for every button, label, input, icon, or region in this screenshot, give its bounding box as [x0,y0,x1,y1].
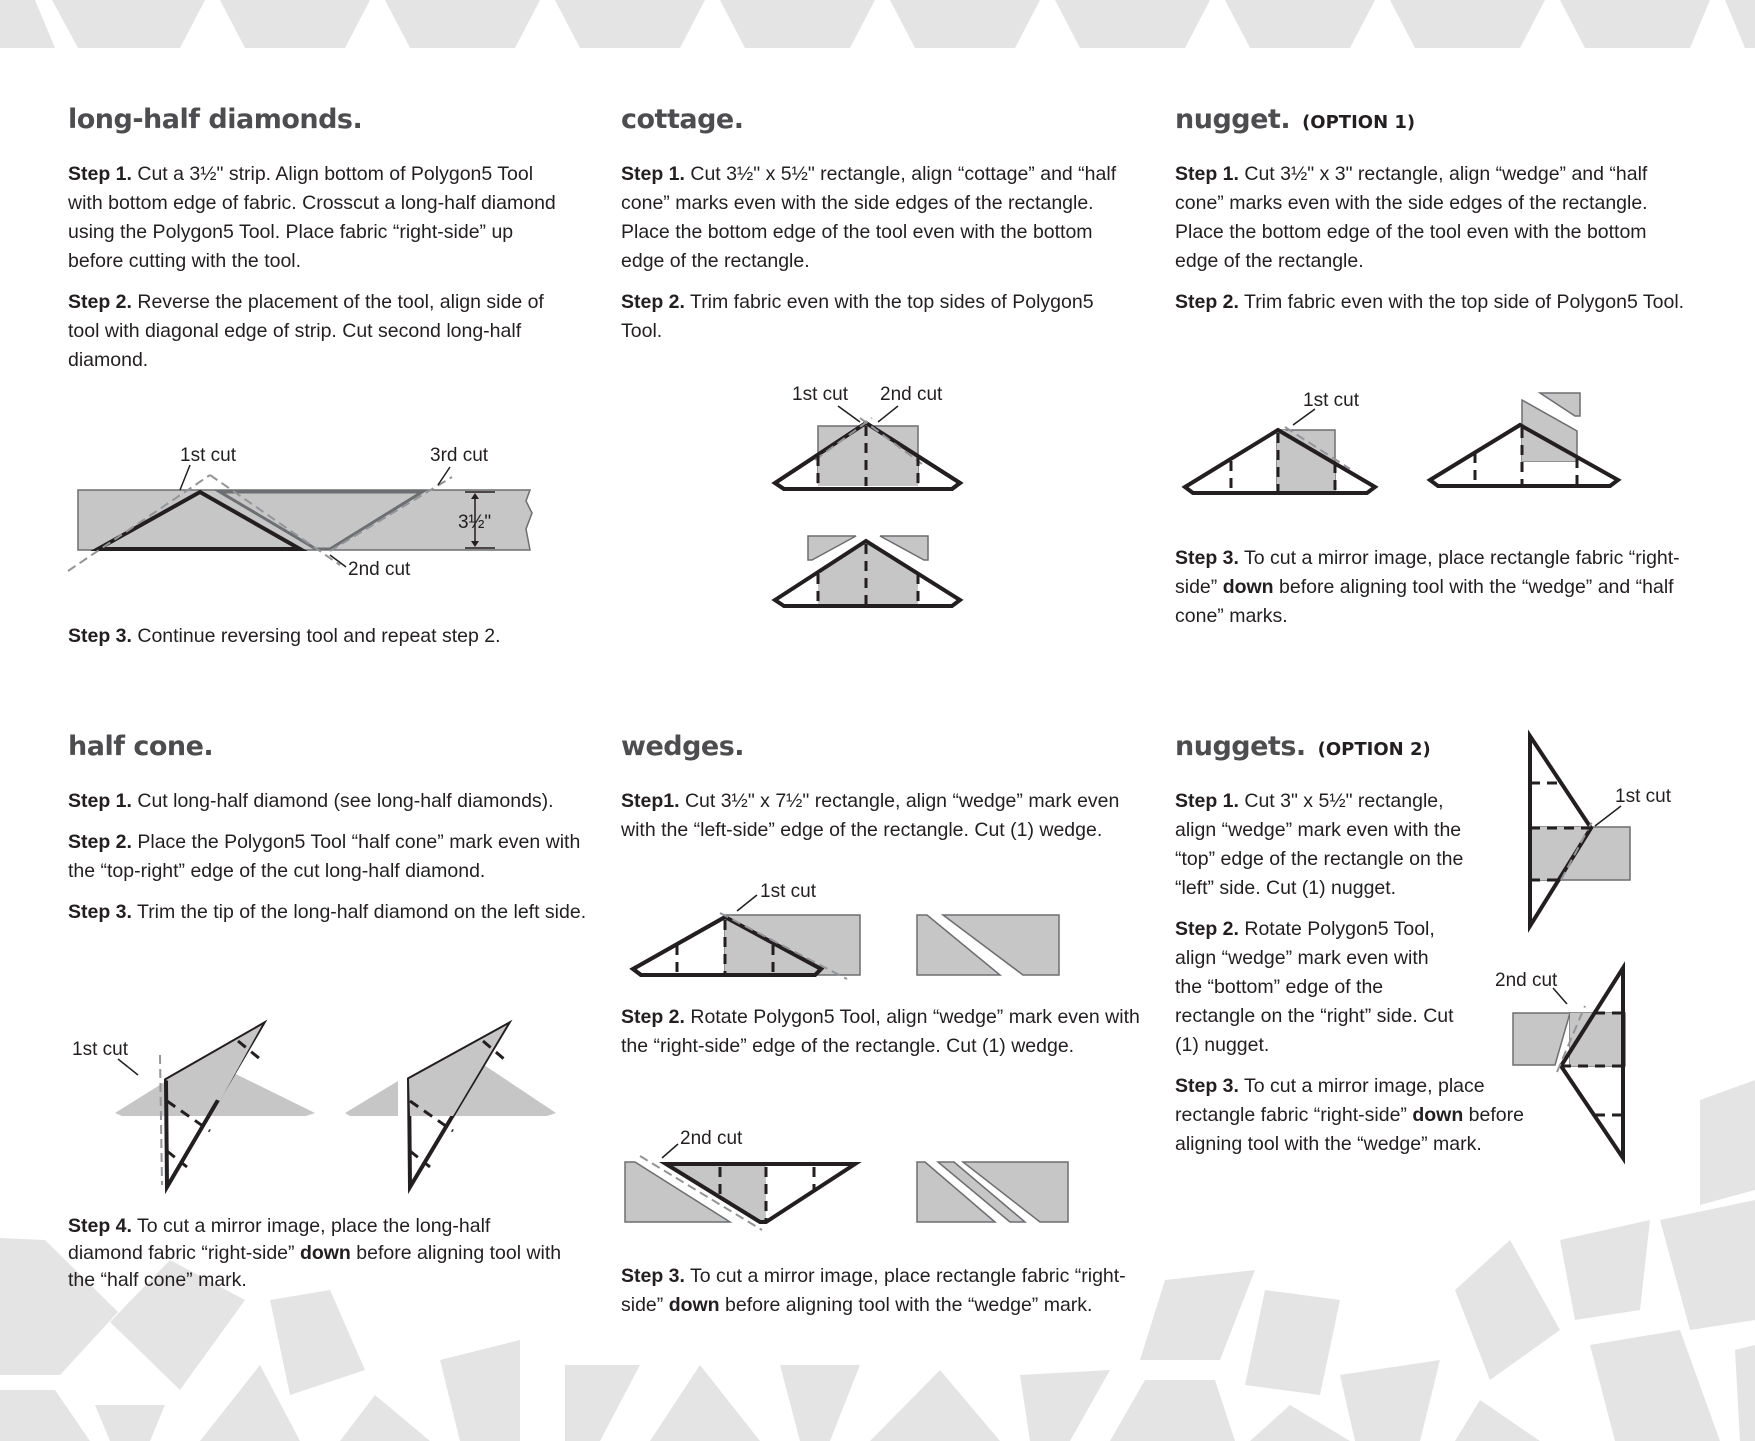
step-1: Step 1. Cut 3½" x 5½" rectangle, align “cottage” and “half cone” marks even with the side edges of the rectangle. Place the bottom edge of the tool even with the bottom edge of the rectangle. [621,163,1117,272]
section-title: wedges. [621,731,745,762]
long-half-diamonds-figure [60,435,540,590]
nugget1-step-3-wrap [1175,544,1695,643]
trimmed-piece [1540,393,1580,416]
nugget-option-1-figure [1175,385,1635,500]
step-1: Step 1. Cut long-half diamond (see long-half diamonds). [68,790,554,812]
label-3-5-inch: 3½" [458,512,492,533]
section-long-half-diamonds [68,104,568,387]
section-nuggets-option-2 [1175,731,1524,1171]
step-3: Step 3. To cut a mirror image, place rectangle fabric “right-side” down before aligning tool with the “wedge” and “half cone” marks. [1175,547,1680,627]
label-1st-cut: 1st cut [72,1039,128,1060]
cottage-figure [760,378,990,608]
step-4: Step 4. To cut a mirror image, place the long-half diamond fabric “right-side” down before aligning tool with the “half cone” mark. [68,1215,562,1291]
label-2nd-cut: 2nd cut [348,559,411,580]
section-title: cottage. [621,104,744,135]
wedges-figure-1 [625,875,1075,985]
long-half-step-3-wrap [68,622,568,663]
option-label: (OPTION 1) [1302,112,1416,133]
trimmed-tip [345,1081,398,1116]
step-2: Step 2. Trim fabric even with the top sides of Polygon5 Tool. [621,291,1094,342]
label-2nd-cut: 2nd cut [1495,970,1558,991]
wedges-step-3-wrap [621,1262,1141,1332]
section-title: nugget. (OPTION 1) [1175,104,1416,135]
nugget-piece [1513,1013,1570,1065]
step-2: Step 2. Rotate Polygon5 Tool, align “wedge” mark even with the “bottom” edge of the rectangle on the “right” side. Cut (1) nugget. [1175,918,1454,1056]
wedges-figure-2 [620,1122,1070,1232]
half-cone-step-4-wrap [68,1213,568,1306]
label-1st-cut: 1st cut [180,445,236,466]
label-1st-cut: 1st cut [1615,786,1671,807]
step-2: Step 2. Rotate Polygon5 Tool, align “wedge” mark even with the “right-side” edge of the rectangle. Cut (1) wedge. [621,1006,1140,1057]
option-label: (OPTION 2) [1317,739,1431,760]
step-1: Step 1. Cut 3½" x 3" rectangle, align “wedge” and “half cone” marks even with the side edges of the rectangle. Place the bottom edge of the tool even with the bottom edge of the rectangle. [1175,163,1648,272]
label-3rd-cut: 3rd cut [430,445,489,466]
step-1: Step1. Cut 3½" x 7½" rectangle, align “wedge” mark even with the “left-side” edge of the rectangle. Cut (1) wedge. [621,790,1120,841]
label-1st-cut: 1st cut [792,384,848,405]
label-2nd-cut: 2nd cut [880,384,943,405]
label-1st-cut: 1st cut [760,881,816,902]
step-3: Step 3. Continue reversing tool and repeat step 2. [68,625,501,647]
step-3: Step 3. To cut a mirror image, place rectangle fabric “right-side” down before aligning tool with the “wedge” mark. [1175,1075,1524,1155]
section-wedges [621,731,1141,857]
step-3: Step 3. To cut a mirror image, place rectangle fabric “right-side” down before aligning tool with the “wedge” mark. [621,1265,1126,1316]
label-1st-cut: 1st cut [1303,390,1359,411]
step-1: Step 1. Cut 3" x 5½" rectangle, align “wedge” mark even with the “top” edge of the rectangle on the “left” side. Cut (1) nugget. [1175,790,1464,899]
section-title: nuggets. (OPTION 2) [1175,731,1431,762]
half-cone-figure [60,1015,570,1195]
section-title: half cone. [68,731,214,762]
label-2nd-cut: 2nd cut [680,1128,743,1149]
section-nugget-option-1 [1175,104,1695,329]
wedges-step-2-wrap [621,1003,1141,1073]
step-3: Step 3. Trim the tip of the long-half diamond on the left side. [68,901,587,923]
step-2: Step 2. Reverse the placement of the tool, align side of tool with diagonal edge of strip. Cut second long-half diamond. [68,291,544,371]
step-2: Step 2. Place the Polygon5 Tool “half cone” mark even with the “top-right” edge of the cut long-half diamond. [68,831,581,882]
nuggets-option-2-figure [1495,730,1671,1165]
section-title: long-half diamonds. [68,104,363,135]
step-1: Step 1. Cut a 3½" strip. Align bottom of Polygon5 Tool with bottom edge of fabric. Crosscut a long-half diamond using the Polygon5 Tool. Place fabric “right-side” up before cutting with the tool. [68,163,556,272]
section-cottage [621,104,1121,358]
section-half-cone [68,731,588,939]
step-2: Step 2. Trim fabric even with the top side of Polygon5 Tool. [1175,291,1685,313]
